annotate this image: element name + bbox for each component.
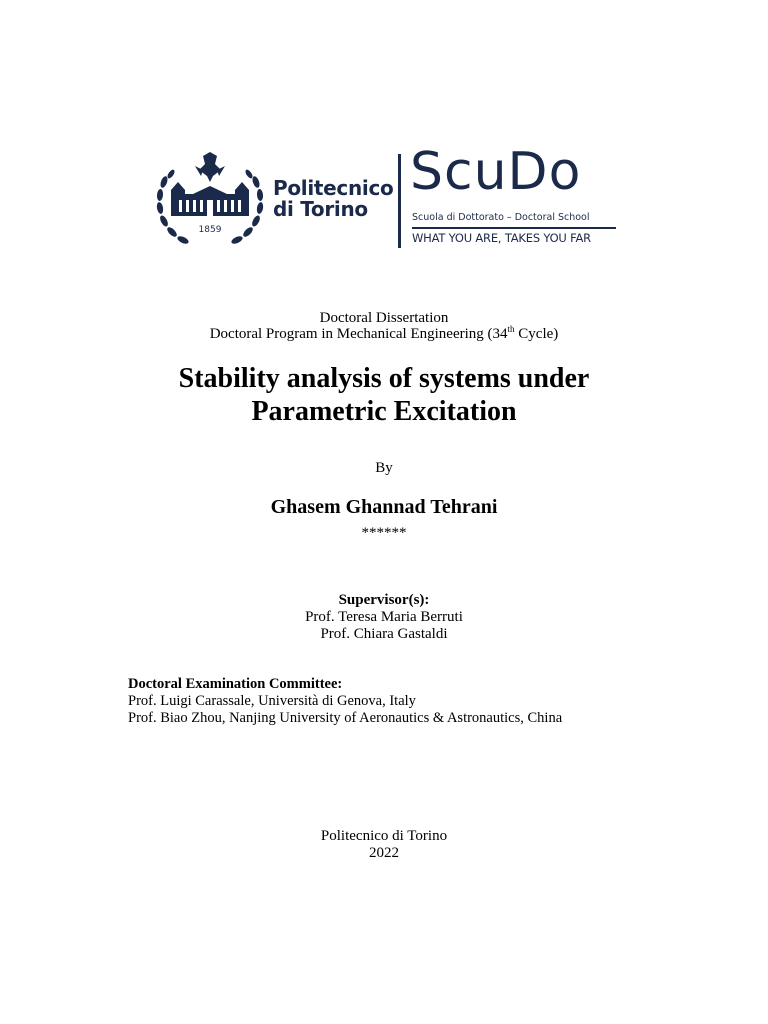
program-prefix: Doctoral Program in Mechanical Engineering (34 (209, 326, 508, 342)
scudo-logo (410, 142, 620, 250)
scudo-tagline: WHAT YOU ARE, TAKES YOU FAR (412, 231, 591, 245)
logo-divider (398, 154, 401, 248)
polito-name-line1: Politecnico (273, 176, 394, 200)
polito-name-line2: di Torino (273, 197, 368, 221)
scudo-underline (412, 227, 616, 229)
footer-institution: Politecnico di Torino (320, 828, 448, 844)
author-separator: ****** (361, 525, 407, 541)
title-line2: Parametric Excitation (251, 396, 517, 427)
polito-seal-icon (155, 150, 265, 252)
page-title (0, 362, 768, 428)
supervisors-heading: Supervisor(s): (338, 592, 430, 608)
program-line (0, 326, 768, 343)
title-line1: Stability analysis of systems under (178, 363, 590, 394)
polito-year-text: 1859 (198, 225, 222, 235)
scudo-subtitle: Scuola di Dottorato – Doctoral School (412, 212, 590, 223)
footer-year: 2022 (369, 845, 399, 861)
committee-member: Prof. Biao Zhou, Nanjing University of Aeronautics & Astronautics, China (128, 710, 563, 726)
scudo-wordmark: ScuDo (410, 142, 582, 202)
supervisor-name: Prof. Chiara Gastaldi (320, 626, 448, 642)
doc-type: Doctoral Dissertation (319, 310, 449, 326)
author-name: Ghasem Ghannad Tehrani (270, 496, 498, 518)
by-label: By (375, 460, 393, 476)
polito-logotype (273, 178, 393, 220)
program-ordinal-sup: th (507, 324, 515, 334)
committee-heading: Doctoral Examination Committee: (128, 676, 343, 692)
program-suffix: Cycle) (514, 326, 559, 342)
committee-member: Prof. Luigi Carassale, Università di Genova, Italy (128, 693, 416, 709)
supervisor-name: Prof. Teresa Maria Berruti (305, 609, 463, 625)
logo-block (155, 142, 620, 252)
